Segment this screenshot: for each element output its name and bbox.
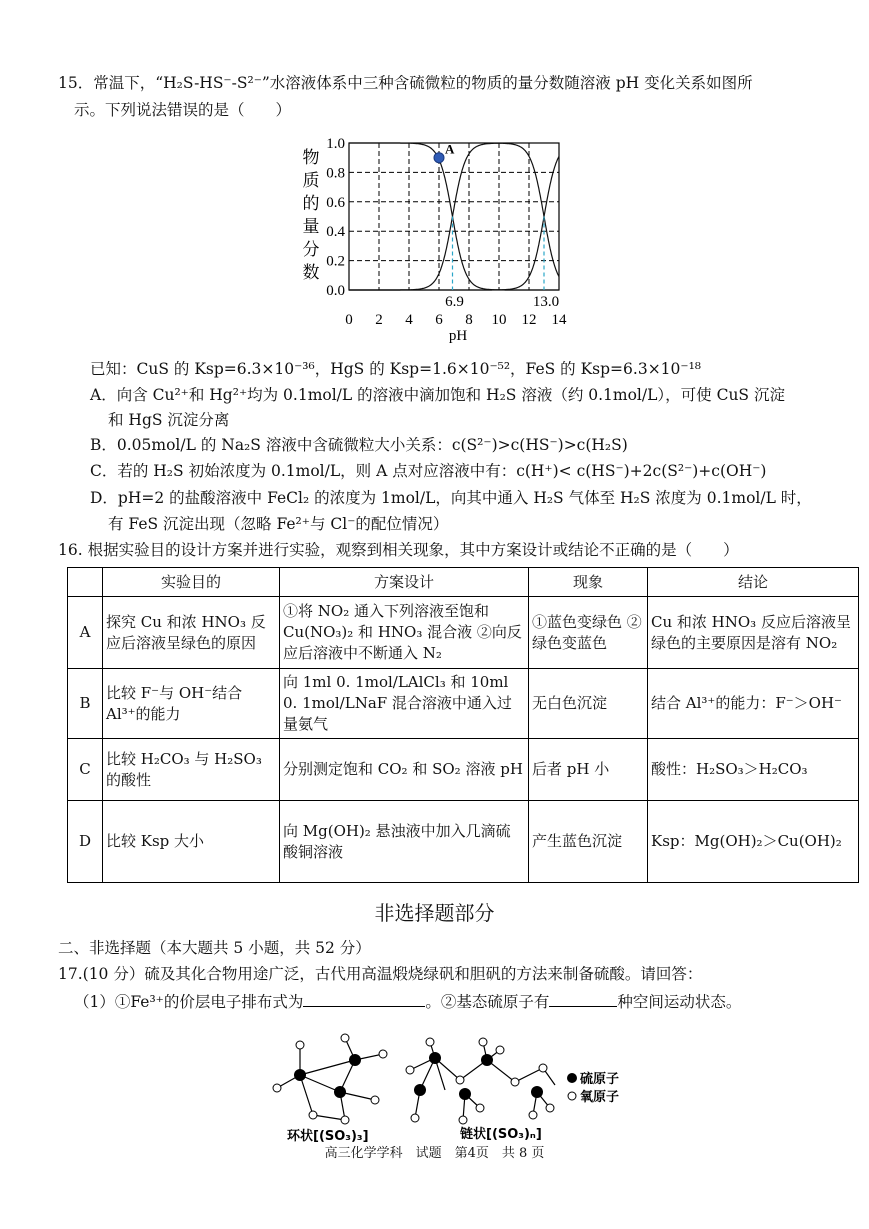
point-a-marker	[434, 153, 444, 163]
legend-sulfur-label: 硫原子	[580, 1072, 620, 1087]
experiment-table	[67, 567, 859, 883]
chain-atoms	[406, 1038, 554, 1124]
y-axis-label-char: 的	[302, 194, 320, 214]
x-tick-label: 0	[345, 312, 353, 328]
oxygen-atom	[529, 1111, 537, 1119]
sulfur-atom	[414, 1084, 426, 1096]
series-curves	[349, 143, 559, 290]
table-row	[68, 739, 859, 801]
q15-option-c: C．若的 H₂S 初始浓度为 0.1mol/L，则 A 点对应溶液中有：c(H⁺)< c(HS⁻)+2c(S²⁻)+c(OH⁻)	[90, 462, 767, 480]
y-tick-labels	[326, 136, 345, 299]
y-tick-label: 0.8	[326, 165, 345, 182]
x-tick-label: 12	[521, 312, 537, 328]
q17-stem: 17.(10 分）硫及其化合物用途广泛，古代用高温煅烧绿矾和胆矾的方法来制备硫酸。请回答：	[58, 965, 703, 983]
section-title: 非选择题部分	[374, 901, 495, 925]
oxygen-atom	[309, 1111, 317, 1119]
row-label: B	[68, 669, 103, 739]
x-tick-label: 6	[435, 312, 443, 328]
cyclic-atoms	[273, 1034, 387, 1124]
q15-option-b: B．0.05mol/L 的 Na₂S 溶液中含硫微粒大小关系：c(S²⁻)>c(HS⁻)>c(H₂S)	[90, 436, 628, 454]
oxygen-atom	[546, 1104, 554, 1112]
plot-frame	[349, 143, 559, 290]
x-tick-label: 4	[405, 312, 413, 328]
x-tick-label: 14	[551, 312, 567, 328]
q15-known: 已知：CuS 的 Ksp=6.3×10⁻³⁶，HgS 的 Ksp=1.6×10⁻⁵²，FeS 的 Ksp=6.3×10⁻¹⁸	[90, 360, 702, 378]
sulfur-atom	[429, 1052, 441, 1064]
answer-blank-1[interactable]	[303, 990, 425, 1007]
q17-sub1-part2: 。②基态硫原子有	[425, 993, 550, 1011]
sulfur-atom	[294, 1069, 306, 1081]
row-conclusion: 酸性：H₂SO₃＞H₂CO₃	[648, 739, 859, 801]
q15-option-a-line1: A．向含 Cu²⁺和 Hg²⁺均为 0.1mol/L 的溶液中滴加饱和 H₂S 溶液（约 0.1mol/L），可使 CuS 沉淀	[90, 386, 785, 404]
q15-option-d-line2: 有 FeS 沉淀出现（忽略 Fe²⁺与 Cl⁻的配位情况）	[108, 515, 449, 533]
y-tick-label: 0.0	[326, 283, 345, 299]
x-axis-label: pH	[448, 328, 468, 344]
y-tick-label: 1.0	[326, 136, 345, 152]
q16-stem: 16. 根据实验目的设计方案并进行实验，观察到相关现象，其中方案设计或结论不正确的是（ ）	[58, 541, 739, 559]
row-purpose: 比较 Ksp 大小	[103, 801, 280, 883]
row-label: A	[68, 597, 103, 669]
y-axis-label-char: 数	[302, 263, 320, 283]
y-tick-label: 0.2	[326, 253, 345, 270]
cyclic-bonds	[277, 1038, 383, 1120]
q15-stem-line1: 15．常温下，“H₂S-HS⁻-S²⁻”水溶液体系中三种含硫微粒的物质的量分数随溶液 pH 变化关系如图所	[58, 74, 753, 92]
table-row	[68, 801, 859, 883]
so3-structures-diagram	[265, 1030, 645, 1145]
row-label: D	[68, 801, 103, 883]
sulfur-atom	[459, 1088, 471, 1100]
y-axis-label-char: 物	[302, 148, 320, 168]
oxygen-atom	[456, 1076, 464, 1084]
table-row	[68, 597, 859, 669]
sulfur-atom	[349, 1054, 361, 1066]
crossing-markers	[434, 142, 559, 310]
q17-sub1-part1: （1）①Fe³⁺的价层电子排布式为	[74, 993, 304, 1011]
q17-sub1-part3: 种空间运动状态。	[617, 993, 742, 1011]
series-line-hs	[349, 143, 559, 290]
page-footer: 高三化学学科 试题 第4页 共 8 页	[324, 1146, 545, 1161]
crossing-label: 13.0	[532, 294, 560, 310]
row-label: C	[68, 739, 103, 801]
header-purpose: 实验目的	[103, 568, 280, 597]
sulfur-atom	[334, 1086, 346, 1098]
oxygen-atom	[296, 1041, 304, 1049]
oxygen-atom	[341, 1034, 349, 1042]
table-header-row	[68, 568, 859, 597]
series-line-h2s	[349, 143, 559, 290]
row-conclusion: Cu 和浓 HNO₃ 反应后溶液呈绿色的主要原因是溶有 NO₂	[648, 597, 859, 669]
species-distribution-chart	[295, 130, 580, 345]
q15-option-d-line1: D．pH=2 的盐酸溶液中 FeCl₂ 的浓度为 1mol/L，向其中通入 H₂S 气体至 H₂S 浓度为 0.1mol/L 时，	[90, 489, 812, 507]
oxygen-atom	[371, 1096, 379, 1104]
row-phenomenon: 后者 pH 小	[529, 739, 648, 801]
legend-sulfur-dot	[567, 1073, 577, 1083]
row-design: 分别测定饱和 CO₂ 和 SO₂ 溶液 pH	[280, 739, 529, 801]
sulfur-atom	[531, 1086, 543, 1098]
y-axis-label-char: 分	[302, 240, 320, 260]
x-tick-label: 8	[465, 312, 473, 328]
legend-oxygen-label: 氧原子	[580, 1090, 620, 1105]
oxygen-atom	[476, 1104, 484, 1112]
row-design: ①将 NO₂ 通入下列溶液至饱和 Cu(NO₃)₂ 和 HNO₃ 混合液 ②向反应后溶液中不断通入 N₂	[280, 597, 529, 669]
crossing-label: 6.9	[445, 294, 464, 310]
row-conclusion: Ksp：Mg(OH)₂＞Cu(OH)₂	[648, 801, 859, 883]
row-purpose: 比较 F⁻与 OH⁻结合 Al³⁺的能力	[103, 669, 280, 739]
x-tick-label: 10	[491, 312, 507, 328]
answer-blank-2[interactable]	[549, 990, 617, 1007]
row-purpose: 探究 Cu 和浓 HNO₃ 反应后溶液呈绿色的原因	[103, 597, 280, 669]
grid-lines	[349, 143, 559, 290]
oxygen-atom	[426, 1038, 434, 1046]
oxygen-atom	[511, 1078, 519, 1086]
oxygen-atom	[411, 1114, 419, 1122]
part2-heading: 二、非选择题（本大题共 5 小题，共 52 分）	[58, 939, 371, 957]
row-design: 向 Mg(OH)₂ 悬浊液中加入几滴硫酸铜溶液	[280, 801, 529, 883]
header-phenomenon: 现象	[529, 568, 648, 597]
oxygen-atom	[406, 1066, 414, 1074]
row-conclusion: 结合 Al³⁺的能力：F⁻＞OH⁻	[648, 669, 859, 739]
q17-sub1	[74, 990, 741, 1013]
y-axis-label-char: 量	[302, 217, 320, 237]
q15-option-a-line2: 和 HgS 沉淀分离	[108, 411, 230, 429]
row-design: 向 1ml 0. 1mol/LAlCl₃ 和 10ml 0. 1mol/LNaF 混合溶液中通入过量氨气	[280, 669, 529, 739]
x-tick-label: 2	[375, 312, 383, 328]
y-axis-label	[303, 148, 320, 283]
x-tick-labels	[345, 312, 567, 328]
row-phenomenon: 产生蓝色沉淀	[529, 801, 648, 883]
header-conclusion: 结论	[648, 568, 859, 597]
y-tick-label: 0.4	[326, 224, 345, 241]
table-row	[68, 669, 859, 739]
row-phenomenon: 无白色沉淀	[529, 669, 648, 739]
y-tick-label: 0.6	[326, 194, 345, 211]
oxygen-atom	[273, 1084, 281, 1092]
legend-oxygen-dot	[568, 1092, 576, 1100]
oxygen-atom	[539, 1064, 547, 1072]
row-phenomenon: ①蓝色变绿色 ②绿色变蓝色	[529, 597, 648, 669]
header-blank	[68, 568, 103, 597]
oxygen-atom	[479, 1038, 487, 1046]
oxygen-atom	[496, 1046, 504, 1054]
row-purpose: 比较 H₂CO₃ 与 H₂SO₃ 的酸性	[103, 739, 280, 801]
oxygen-atom	[459, 1116, 467, 1124]
oxygen-atom	[379, 1050, 387, 1058]
q15-stem-line2: 示。下列说法错误的是（ ）	[74, 101, 292, 119]
point-a-label: A	[445, 141, 455, 157]
cyclic-label: 环状[(SO₃)₃]	[287, 1129, 369, 1144]
oxygen-atom	[341, 1116, 349, 1124]
sulfur-atom	[481, 1054, 493, 1066]
header-design: 方案设计	[280, 568, 529, 597]
y-axis-label-char: 质	[302, 171, 320, 191]
chain-label: 链状[(SO₃)ₙ]	[460, 1127, 542, 1142]
